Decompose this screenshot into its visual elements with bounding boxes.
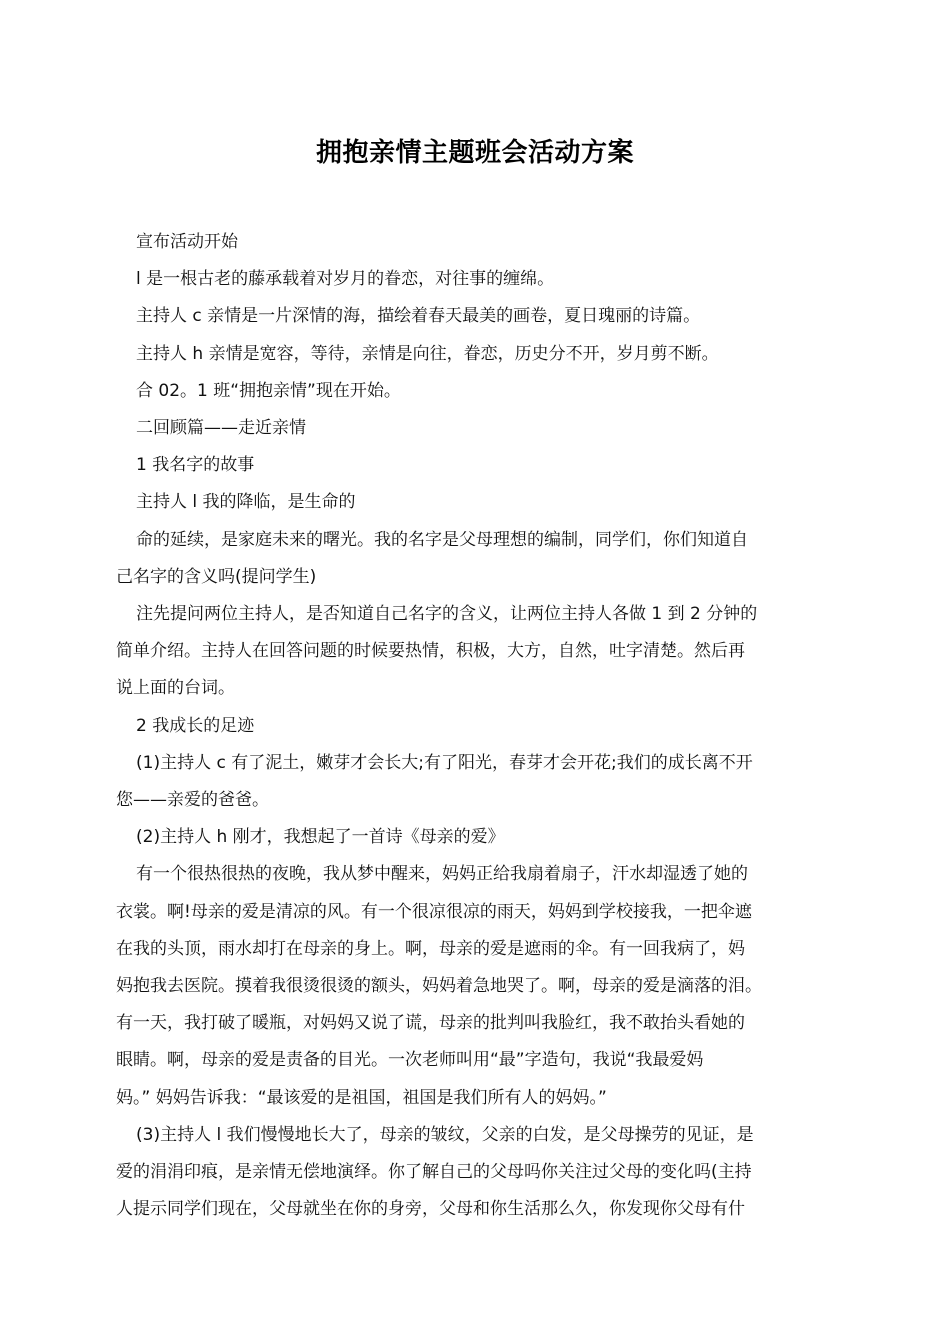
text-line: 眼睛。啊，母亲的爱是责备的目光。一次老师叫用“最”字造句，我说“我最爱妈 xyxy=(116,1050,704,1071)
paragraph xyxy=(116,596,840,708)
text-line: 2 我成长的足迹 xyxy=(136,715,255,736)
text-line: 主持人 c 亲情是一片深情的海，描绘着春天最美的画卷，夏日瑰丽的诗篇。 xyxy=(136,306,701,327)
text-line: l 是一根古老的藤承载着对岁月的眷恋，对往事的缠绵。 xyxy=(136,269,555,290)
text-line: 主持人 l 我的降临，是生命的 xyxy=(136,492,356,513)
text-line: 衣裳。啊!母亲的爱是清凉的风。有一个很凉很凉的雨天，妈妈到学校接我，一把伞遮 xyxy=(116,901,752,922)
paragraph xyxy=(116,1117,840,1229)
paragraph xyxy=(116,410,840,447)
text-line: 妈。” 妈妈告诉我：“最该爱的是祖国，祖国是我们所有人的妈妈。” xyxy=(116,1087,607,1108)
text-line: 人提示同学们现在，父母就坐在你的身旁，父母和你生活那么久，你发现你父母有什 xyxy=(116,1199,745,1220)
text-line: 宣布活动开始 xyxy=(136,232,238,252)
paragraph xyxy=(116,708,840,745)
text-line: 简单介绍。主持人在回答问题的时候要热情，积极，大方，自然，吐字清楚。然后再 xyxy=(116,641,745,662)
text-line: 主持人 h 亲情是宽容，等待，亲情是向往，眷恋，历史分不开，岁月剪不断。 xyxy=(136,343,719,364)
text-line: 己名字的含义吗(提问学生) xyxy=(116,566,317,587)
paragraph xyxy=(116,484,840,521)
text-line: (2)主持人 h 刚才，我想起了一首诗《母亲的爱》 xyxy=(136,827,505,848)
text-line: 命的延续，是家庭未来的曙光。我的名字是父母理想的编制，同学们，你们知道自 xyxy=(136,529,748,550)
paragraph xyxy=(116,856,840,1116)
document-title: 拥抱亲情主题班会活动方案 xyxy=(315,138,634,168)
text-line: (3)主持人 l 我们慢慢地长大了，母亲的皱纹，父亲的白发，是父母操劳的见证，是 xyxy=(136,1124,754,1145)
text-line: 您——亲爱的爸爸。 xyxy=(116,790,269,811)
text-line: 1 我名字的故事 xyxy=(136,455,255,476)
paragraph xyxy=(116,745,840,819)
paragraph xyxy=(116,819,840,856)
text-line: 在我的头顶，雨水却打在母亲的身上。啊，母亲的爱是遮雨的伞。有一回我病了，妈 xyxy=(116,938,745,959)
text-line: 有一天，我打破了暖瓶，对妈妈又说了谎，母亲的批判叫我脸红，我不敢抬头看她的 xyxy=(116,1013,745,1034)
text-line: 注先提问两位主持人，是否知道自己名字的含义，让两位主持人各做 1 到 2 分钟的 xyxy=(136,604,758,625)
paragraph xyxy=(116,447,840,484)
paragraph xyxy=(116,261,840,298)
text-line: 爱的涓涓印痕，是亲情无偿地演绎。你了解自己的父母吗你关注过父母的变化吗(主持 xyxy=(116,1162,752,1183)
text-line: 说上面的台词。 xyxy=(116,678,235,699)
paragraph xyxy=(116,298,840,335)
document-body xyxy=(116,224,840,1228)
text-line: 妈抱我去医院。摸着我很烫很烫的额头，妈妈着急地哭了。啊，母亲的爱是滴落的泪。 xyxy=(116,976,762,997)
text-line: (1)主持人 c 有了泥土，嫩芽才会长大;有了阳光，春芽才会开花;我们的成长离不开 xyxy=(136,752,753,773)
paragraph xyxy=(116,522,840,596)
text-line: 二回顾篇——走近亲情 xyxy=(136,418,306,439)
text-line: 有一个很热很热的夜晚，我从梦中醒来，妈妈正给我扇着扇子，汗水却湿透了她的 xyxy=(136,864,748,885)
paragraph xyxy=(116,336,840,373)
paragraph xyxy=(116,224,840,261)
text-line: 合 02。1 班“拥抱亲情”现在开始。 xyxy=(136,380,401,401)
paragraph xyxy=(116,373,840,410)
